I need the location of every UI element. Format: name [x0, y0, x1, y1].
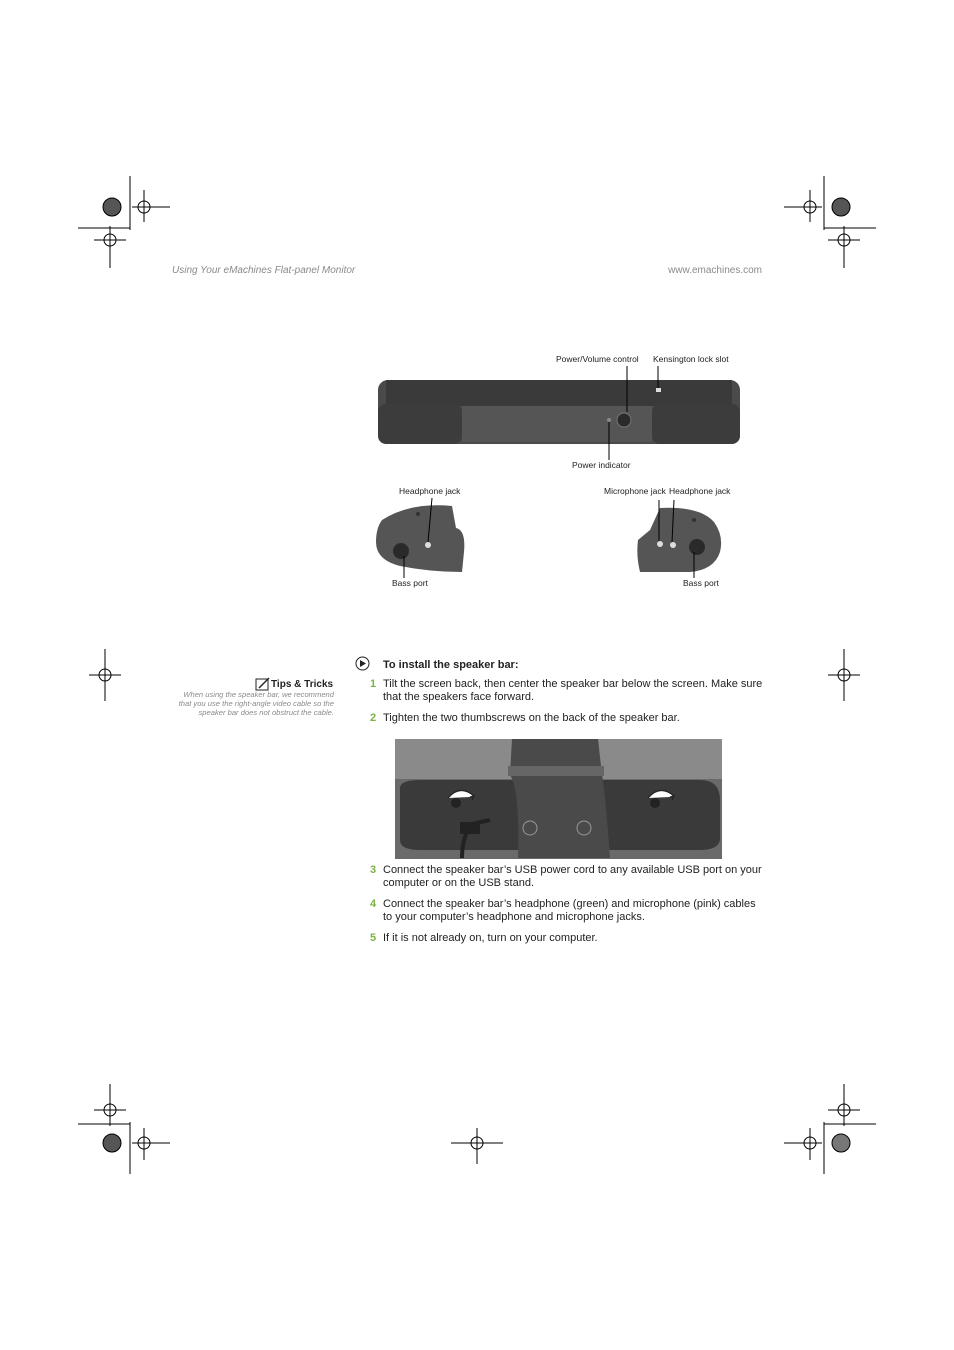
callout-right-bass-port: Bass port	[683, 578, 719, 588]
callout-power-volume-control: Power/Volume control	[556, 354, 639, 364]
callout-left-bass-port: Bass port	[392, 578, 428, 588]
callout-right-headphone-jack: Headphone jack	[669, 486, 731, 496]
step-text-2: Tighten the two thumbscrews on the back of the speaker bar.	[383, 712, 680, 724]
callout-kensington-lock-slot: Kensington lock slot	[653, 354, 729, 364]
step-text-1: Tilt the screen back, then center the speaker bar below the screen. Make sure that the speakers face forward.	[383, 678, 763, 703]
tips-title: Tips & Tricks	[271, 679, 334, 690]
callout-right-microphone-jack: Microphone jack	[604, 486, 666, 496]
step-text-4: Connect the speaker bar’s headphone (green) and microphone (pink) cables to your computer’s headphone and microphone jacks.	[383, 898, 756, 923]
procedure-title: To install the speaker bar:	[383, 659, 519, 671]
step-number-3: 3	[370, 864, 377, 876]
step-number-4: 4	[370, 898, 377, 910]
callout-left-headphone-jack: Headphone jack	[399, 486, 461, 496]
tips-body: When using the speaker bar, we recommend that you use the right-angle video cable so the speaker bar does not obstruct the cable.	[178, 690, 334, 717]
callout-power-indicator: Power indicator	[572, 460, 631, 470]
step-text-5: If it is not already on, turn on your computer.	[383, 932, 598, 944]
running-header-title: Using Your eMachines Flat-panel Monitor	[172, 265, 356, 276]
step-number-5: 5	[370, 932, 377, 944]
step-text-3: Connect the speaker bar’s USB power cord to any available USB port on your computer or on the USB stand.	[383, 864, 762, 889]
step-number-1: 1	[370, 678, 377, 690]
running-header-url: www.emachines.com	[668, 265, 762, 276]
step-number-2: 2	[370, 712, 377, 724]
